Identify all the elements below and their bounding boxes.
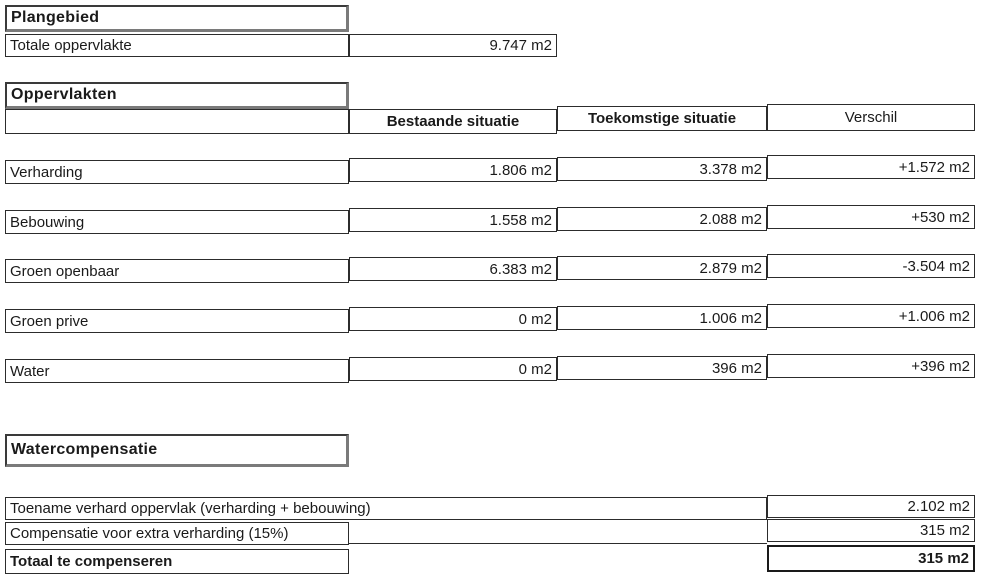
column-header-verschil: Verschil [767, 104, 975, 131]
totale-oppervlakte-value: 9.747 m2 [349, 34, 557, 57]
row-water-verschil: +396 m2 [767, 354, 975, 378]
row-groen-prive-verschil: +1.006 m2 [767, 304, 975, 328]
column-header-bestaande: Bestaande situatie [349, 109, 557, 134]
row-verharding-bestaand: 1.806 m2 [349, 158, 557, 182]
row-water-label: Water [5, 359, 349, 383]
row-groen-openbaar-label: Groen openbaar [5, 259, 349, 283]
row-bebouwing-verschil: +530 m2 [767, 205, 975, 229]
row-groen-openbaar-verschil: -3.504 m2 [767, 254, 975, 278]
row-groen-openbaar-bestaand: 6.383 m2 [349, 257, 557, 281]
row-bebouwing-bestaand: 1.558 m2 [349, 208, 557, 232]
row-groen-prive-label: Groen prive [5, 309, 349, 333]
totale-oppervlakte-label: Totale oppervlakte [5, 34, 349, 57]
row-verharding-toekomstig: 3.378 m2 [557, 157, 767, 181]
row-water-toekomstig: 396 m2 [557, 356, 767, 380]
row-water-bestaand: 0 m2 [349, 357, 557, 381]
totaal-value: 315 m2 [767, 545, 975, 572]
compensatie-value: 315 m2 [767, 519, 975, 542]
row-groen-openbaar-toekomstig: 2.879 m2 [557, 256, 767, 280]
column-header-blank [5, 109, 349, 134]
toename-verhard-label: Toename verhard oppervlak (verharding + bebouwing) [5, 497, 767, 520]
column-header-toekomstige: Toekomstige situatie [557, 106, 767, 131]
row-groen-prive-bestaand: 0 m2 [349, 307, 557, 331]
totaal-label: Totaal te compenseren [5, 549, 349, 574]
row-groen-prive-toekomstig: 1.006 m2 [557, 306, 767, 330]
watercompensatie-header: Watercompensatie [5, 434, 349, 467]
row-bebouwing-toekomstig: 2.088 m2 [557, 207, 767, 231]
row-verharding-label: Verharding [5, 160, 349, 184]
row-bebouwing-label: Bebouwing [5, 210, 349, 234]
row-verharding-verschil: +1.572 m2 [767, 155, 975, 179]
compensatie-spacer [349, 521, 767, 544]
oppervlakten-header: Oppervlakten [5, 82, 349, 109]
toename-verhard-value: 2.102 m2 [767, 495, 975, 518]
plangebied-header: Plangebied [5, 5, 349, 32]
compensatie-label: Compensatie voor extra verharding (15%) [5, 522, 349, 545]
